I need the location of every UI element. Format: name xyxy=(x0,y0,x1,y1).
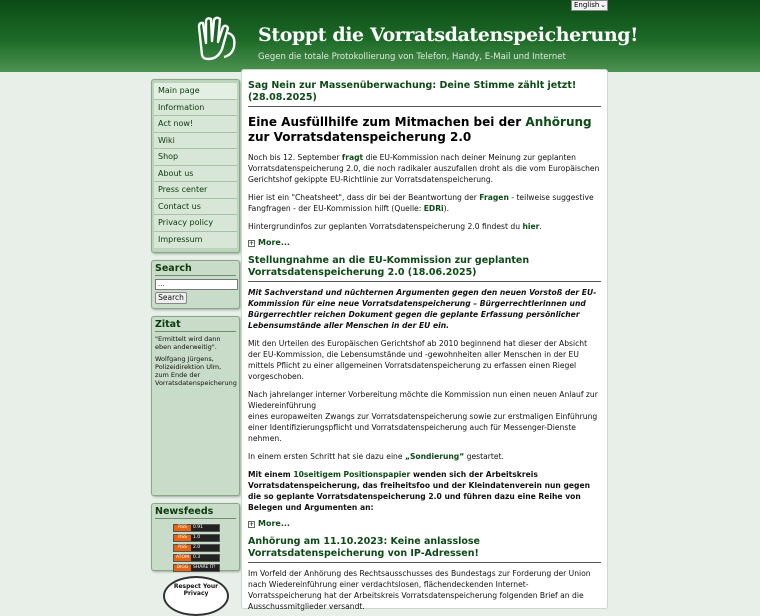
language-select[interactable] xyxy=(571,0,608,11)
nav-item-information[interactable]: Information xyxy=(154,100,237,117)
quote-source: Wolfgang Jürgens, Polizeidirektion Ulm, zum Ende der Vorratsdatenspeicherung xyxy=(155,355,237,387)
article-heading[interactable]: Anhörung am 11.10.2023: Keine anlasslose Vorratsdatenspeicherung von IP-Adressen! xyxy=(248,536,601,563)
article-2 xyxy=(248,255,601,528)
expand-icon: + xyxy=(249,521,255,528)
hand-logo-icon[interactable] xyxy=(194,15,246,63)
feed-badge-digg[interactable]: DIGG SHARE IT! xyxy=(173,564,220,572)
nav-item-act-now[interactable]: Act now! xyxy=(154,116,237,133)
more-link[interactable]: + More... xyxy=(249,519,290,528)
feed-list xyxy=(155,522,236,572)
paragraph: Hintergrundinfos zur geplanten Vorratsdatenspeicherung 2.0 findest du hier. xyxy=(248,222,542,231)
nav-item-about-us[interactable]: About us xyxy=(154,166,237,183)
quote-box xyxy=(151,316,240,496)
paragraph: Nach jahrelanger interner Vorbereitung möchte die Kommission nun einen neuen Anlauf zur Wiedereinführung eines europaweiten Zwangs zur Vorratsdatenspeicherung sowie zur erstmaligen Einführung einer Identifizierungspflicht und Vorratsdatenspeicherung auch für Messenger-Dienste nehmen. xyxy=(248,390,598,443)
quote-text: "Ermittelt wird dann eben anderweitig". xyxy=(155,335,221,351)
sondierung-link[interactable]: „Sondierung“ xyxy=(404,452,465,461)
site-subtitle: Gegen die totale Protokollierung von Telefon, Handy, E-Mail und Internet xyxy=(258,52,566,62)
nav-item-shop[interactable]: Shop xyxy=(154,149,237,166)
fragen-link[interactable]: Fragen xyxy=(479,193,509,202)
more-link[interactable]: + More... xyxy=(249,238,290,247)
expand-icon: + xyxy=(249,240,255,247)
nav-item-wiki[interactable]: Wiki xyxy=(154,133,237,150)
chevron-down-icon: ⌄ xyxy=(600,1,606,9)
article-3 xyxy=(248,536,601,612)
search-button[interactable]: Search xyxy=(155,292,187,304)
article-heading[interactable]: Stellungnahme an die EU-Kommission zur geplanten Vorratsdatenspeicherung 2.0 (18.06.2025) xyxy=(248,255,601,282)
paragraph: Mit Sachverstand und nüchternen Argumenten gegen den neuen Vorstoß der EU-Kommission für eine neue Vorratsdatenspeicherung – Bürgerrechtlerinnen und Bürgerrechtler reichen Dokument gegen die geplante Erfassung persönlicher Lebensumstände aller Menschen in der EU ein. xyxy=(248,288,597,330)
hier-link[interactable]: hier xyxy=(522,222,540,231)
language-value: English xyxy=(574,1,600,9)
nav-item-main-page[interactable]: Main page xyxy=(154,83,237,100)
sidebar xyxy=(151,79,240,571)
edri-link[interactable]: EDRi xyxy=(423,204,444,213)
main-content xyxy=(241,69,608,609)
paragraph: Im Vorfeld der Anhörung des Rechtsausschusses des Bundestags zur Forderung der Union nach Wiedereinführung einer verdachtslosen, flächendeckenden Internet-Vorratsspeicherung hat der Arbeitskreis Vorratsdatenspeicherung folgenden Brief an die Ausschussmitglieder versandt. xyxy=(248,569,591,611)
anhoerung-link[interactable]: Anhörung xyxy=(525,115,592,129)
positionspapier-link[interactable]: 10seitigem Positionspapier xyxy=(293,470,411,479)
feed-badge-rss-10[interactable]: RSS 1.0 xyxy=(173,534,220,542)
search-heading: Search xyxy=(155,263,236,276)
paragraph: Mit den Urteilen des Europäischen Gerichtshof ab 2010 beginnend hat dieser der Absicht der EU-Kommission, die Lebensumstände und -gewohnheiten aller Menschen in der EU mittels Pflicht zu einer allgemeinen Vorratsdatenspeicherung zu erfassen einen Riegel vorgeschoben. xyxy=(248,339,588,381)
article-1 xyxy=(248,80,601,247)
article-heading[interactable]: Sag Nein zur Massenüberwachung: Deine Stimme zählt jetzt! (28.08.2025) xyxy=(248,80,601,107)
nav-item-contact-us[interactable]: Contact us xyxy=(154,199,237,216)
main-nav xyxy=(151,79,240,253)
feed-badge-rss-091[interactable]: RSS 0.91 xyxy=(173,524,220,532)
paragraph: Hier ist ein "Cheatsheet", dass dir bei der Beantwortung der Fragen - teilweise suggestive Fangfragen - der EU-Kommission hilft (Quelle: EDRi). xyxy=(248,193,594,213)
nav-item-impressum[interactable]: Impressum xyxy=(154,232,237,249)
paragraph: Mit einem 10seitigem Positionspapier wenden sich der Arbeitskreis Vorratsdatenspeicherung, das freiheitsfoo und der Kleindatenverein nun gegen die so geplante Vorratsdatenspeicherung 2.0 und führen dazu eine Reihe von Belegen und Argumenten an: xyxy=(248,470,591,512)
site-header xyxy=(0,0,760,72)
article-title: Eine Ausfüllhilfe zum Mitmachen bei der Anhörung zur Vorratsdatenspeicherung 2.0 xyxy=(248,115,592,144)
nav-item-press-center[interactable]: Press center xyxy=(154,182,237,199)
privacy-badge[interactable]: Respect Your Privacy xyxy=(163,576,229,616)
site-title[interactable]: Stoppt die Vorratsdatenspeicherung! xyxy=(258,24,639,46)
nav-item-privacy-policy[interactable]: Privacy policy xyxy=(154,215,237,232)
quote-heading: Zitat xyxy=(155,319,236,332)
newsfeeds-heading: Newsfeeds xyxy=(155,506,236,519)
fragt-link[interactable]: fragt xyxy=(341,153,364,162)
feed-badge-rss-20[interactable]: RSS 2.0 xyxy=(173,544,220,552)
newsfeeds-box xyxy=(151,503,240,571)
search-box xyxy=(151,260,240,309)
paragraph: In einem ersten Schritt hat sie dazu eine „Sondierung“ gestartet. xyxy=(248,452,504,461)
paragraph: Noch bis 12. September fragt die EU-Kommission nach deiner Meinung zur geplanten Vorratsdatenspeicherung 2.0, die noch radikaler auszufallen droht als die vom Europäischen Gerichtshof gekippte EU-Richtlinie zur Vorratsdatenspeicherung. xyxy=(248,153,600,184)
search-input[interactable]: ... xyxy=(155,279,238,290)
feed-badge-atom-03[interactable]: ATOM 0.3 xyxy=(173,554,220,562)
